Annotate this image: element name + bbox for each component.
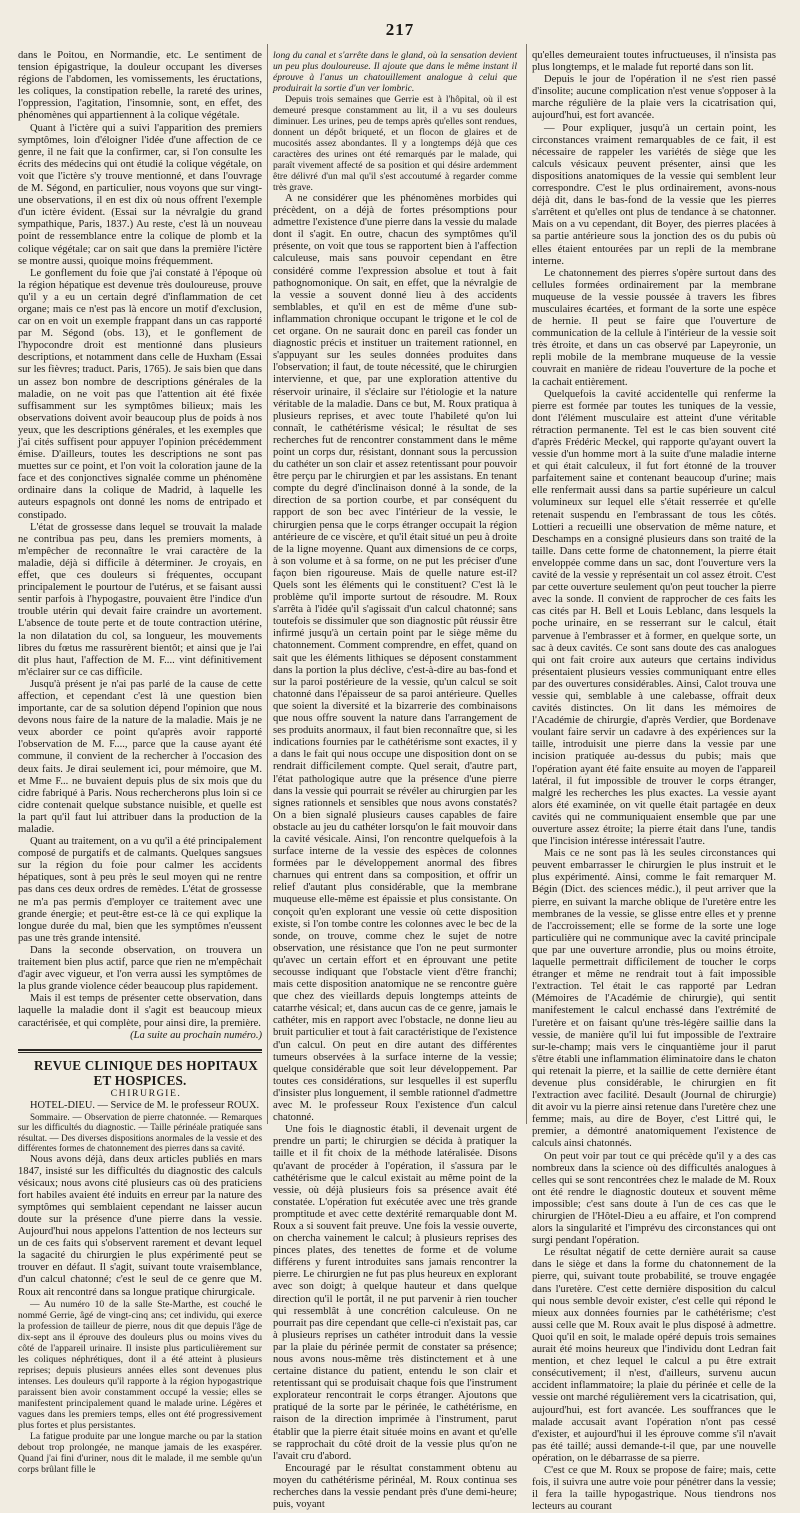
paragraph: dans le Poitou, en Normandie, etc. Le sentiment de tension épigastrique, la douleur occupant les diverses régions de l'abdomen, les vomissements, les éructations, les coliques, la constipation rebelle, la rareté des urines, l'oppression, l'agitation, l'insomnie, sont, en effet, des phénomènes qui appartiennent à la colique végétale. [18,50,262,122]
column-divider [526,44,527,1124]
paragraph: C'est ce que M. Roux se propose de faire; mais, cette fois, il suivra une autre voie pour pénétrer dans la vessie; il fera la taille hypogastrique. Nous tiendrons nos lecteurs au courant [532,1464,776,1513]
paragraph: Le chatonnement des pierres s'opère surtout dans des cellules formées ordinairement par la membrane muqueuse de la vessie poussée à travers les fibres musculaires écartées, et formant de la sorte une espèce de hernie. Il peut se faire que l'ouverture de communication de la cellule à l'intérieur de la vessie soit très étroite, et dans un cas observé par Lapeyronie, un repli mobile de la membrane muqueuse de la vessie couvrait en manière de rideau l'ouverture de la poche et la cachait entièrement. [532,267,776,388]
article-summary: Sommaire. — Observation de pierre chatonnée. — Remarques sur les difficultés du diagnostic. — Taille périnéale pratiquée sans résultat. — Des diverses dispositions anormales de la vessie et des différentes formes de chatonnement des pierres dans sa cavité. [18,1111,262,1154]
column-2 [273,50,517,1511]
paragraph: Le résultat négatif de cette dernière aurait sa cause dans le siège et dans la forme du chatonnement de la pierre, qui, suivant toute probabilité, se trouve engagée dans l'uretère. C'est cette dernière disposition du calcul qui nous semble devoir exister, c'est celle qui répond le mieux aux données fournies par le cathétérisme; c'est aussi celle que M. Roux avait le plus disposé à admettre. Quoi qu'il en soit, le malade opéré depuis trois semaines aurait été moins heureux que l'individu dont Ledran fait mention, et chez lequel le calcul a pu être extrait consécutivement; il n'est, d'ailleurs, survenu aucun accident inflammatoire; la plaie du périnée et celle de la vessie ont marché régulièrement vers la cicatrisation, qui, aujourd'hui, est fort avancée. Les souffrances que le malade accusait avant l'opération n'ont pas cessé d'exister, et aujourd'hui il les éprouve comme s'il n'avait pas été taillé; aussi demande-t-il que, par une nouvelle opération, on le débarrasse de sa pierre. [532,1247,776,1464]
paragraph: Depuis trois semaines que Gerrie est à l'hôpital, où il est demeuré presque constamment au lit, il a vu ses douleurs diminuer. Les urines, peu de temps après qu'elles sont rendues, donnent un dépôt briqueté, et un flocon de glaires et de mucosités assez abondantes. Il y a longtemps déjà que ces caractères des urines ont été remarqués par le malade, qui paraît vivement affecté de sa position et qui désire ardemment être délivré d'un mal qu'il s'est accoutumé à regarder comme très grave. [273,94,517,193]
paragraph: Dans la seconde observation, on trouvera un traitement bien plus actif, parce que rien ne m'empêchait d'agir avec vigueur, et l'on verra aussi les symptômes de la plus grande violence céder beaucoup plus rapidement. [18,944,262,993]
paragraph: Jusqu'à présent je n'ai pas parlé de la cause de cette affection, et cependant c'est là une question bien importante, car de sa solution dépend l'opinion que nous devons nous faire de la nature de la maladie. Mais je ne veux aborder ce point qu'après avoir rapporté l'observation de M. F...., parce que la cause ayant été commune, il convient de la rechercher à l'occasion des deux faits. Je dirai seulement ici, pour mémoire, que M. et Mme F... ne buvaient depuis plus de six mois que du cidre fabriqué à Paris. Nous rechercherons plus loin si ce cidre contenait quelque substance nuisible, et quelle est la part qu'il faut lui attribuer dans la production de la maladie. [18,678,262,835]
service-heading: HOTEL-DIEU. — Service de M. le professeur ROUX. [30,1099,260,1111]
paragraph: qu'elles demeuraient toutes infructueuses, il n'insista pas plus longtemps, et le malade fut reporté dans son lit. [532,50,776,74]
column-3 [532,50,776,1513]
paragraph: Quelquefois la cavité accidentelle qui renferme la pierre est formée par toutes les tuniques de la vessie, dont l'élément musculaire est atteint d'une véritable rétraction permanente. Tel est le cas bien souvent cité d'après Frédéric Meckel, qui rapporte qu'ayant ouvert la vessie d'un homme mort à la suite d'une maladie interne et qui était calculeux, il fut fort étonné de la trouver parfaitement saine et contenant beaucoup d'urine; mais elle renfermait aussi dans sa partie supérieure un calcul volumineux sur lequel elle s'était resserrée et qu'elle retenait suspendu en l'embrassant de tous les côtés. Lottieri a recueilli une observation de même nature, et Deschamps en a consigné plusieurs dans son traité de la taille. Dans cette forme de chatonnement, la pierre était enveloppée comme dans un sac, dont l'ouverture vers la cavité de la vessie y représentait un col assez étroit. C'est par cette ouverture seulement qu'on peut toucher la pierre avec la sonde. Il convient de rapprocher de ces faits les cas cités par H. Bell et Louis Leblanc, dans lesquels la poche urinaire, en se resserrant sur le calcul, était parvenue à l'embrasser et à former, en quelque sorte, un sac à deux cavités. Ce sont sans doute des cas analogues qui ont fait croire aux auteurs que certains individus présentaient plusieurs vessies communiquant entre elles par des ouvertures considérables. Ainsi, Calot trouva une vessie qui, semblable à une calebasse, offrait deux cavités distinctes. On lit dans les mémoires de l'Académie de chirurgie, d'après Verdier, que Bordenave voulant faire servir un cadavre à des expériences sur la taille, introduisit une pierre dans la vessie par une incision pratiquée au-dessus du pubis; mais que l'opération ayant été faite ensuite au moyen de l'appareil latéral, il fut impossible de trouver le corps étranger, malgré les recherches les plus exactes. La vessie ayant alors été examinée, on vit quelle était partagée en deux cavités qui ne communiquaient ensemble que par une ouverture assez étroite; la pierre était dans l'une, tandis que l'incision intéresse intéressait l'autre. [532,388,776,848]
paragraph: Quant au traitement, on a vu qu'il a été principalement composé de purgatifs et de calmants. Quelques sangsues sur la région du foie pour calmer les accidents hépatiques, sont à peu près le seul moyen qui ne rentre pas dans ces deux ordres de remèdes. L'état de grossesse ne m'a pas permis d'employer ce traitement avec une grande énergie; et peut-être est-ce là ce qui explique la longue durée du mal, bien que les symptômes n'eussent pas une très grande intensité. [18,836,262,944]
column-divider [267,44,268,1124]
paragraph: Nous avons déjà, dans deux articles publiés en mars 1847, insisté sur les difficultés du diagnostic des calculs vésicaux; nous avons cité plusieurs cas où des praticiens fort habiles avaient été induits en erreur par la nature des symptômes qui semblaient cependant ne laisser aucun doute sur la présence d'une pierre dans la vessie. Aujourd'hui nous appelons l'attention de nos lecteurs sur un de ces faits qui s'observent rarement et devant lequel la sagacité du chirurgien le plus expérimenté peut se trouver en défaut. Il s'agit, suivant toute vraisemblance, d'un calcul chatonné; c'est le seul de ce genre que M. Roux ait rencontré dans sa longue pratique chirurgicale. [18,1153,262,1298]
paragraph: Mais il est temps de présenter cette observation, dans laquelle la maladie dont il s'agit est beaucoup mieux caractérisée, et qui complète, pour ainsi dire, la première. [18,993,262,1029]
section-title: REVUE CLINIQUE DES HOPITAUX ET HOSPICES. [34,1057,258,1088]
paragraph: L'état de grossesse dans lequel se trouvait la malade ne contribua pas peu, dans les premiers moments, à m'empêcher de reconnaître le vrai caractère de la maladie, déjà si difficile à déterminer. Je croyais, en effet, que ces douleurs si fréquentes, occupant principalement le pourtour de l'utérus, et se faisant aussi sentir parfois à l'hypogastre, pouvaient être l'indice d'un trouble utérin qui devait faire craindre un avortement. L'absence de toute perte et de toute contraction utérine, la non dilatation du col, sa longueur, les mouvements libres du fœtus me rassurèrent bientôt; et ainsi que je l'ai dit plus haut, l'affection de M. F.... vint définitivement m'éclairer sur ce cas difficile. [18,521,262,678]
paragraph: Mais ce ne sont pas là les seules circonstances qui peuvent embarrasser le chirurgien le plus instruit et le plus expérimenté. Ainsi, comme le fait remarquer M. Bégin (Dict. des sciences médic.), il peut arriver que la pierre, en suivant la marche oblique de l'uretère entre les membranes de la vessie, se glisse entre elles et y prenne de l'accroissement; elle se forme de la sorte une loge particulière qui ne communique avec la cavité principale que par une ouverture arrondie, plus ou moins étroite, laquelle permettrait difficilement de toucher le corps étranger et même ne rendrait tout à fait impossible l'extraction. Tel était le cas rapporté par Ledran (Mémoires de l'Académie de chirurgie), qui sentit manifestement le calcul enchassé dans l'extrémité de l'uretère et on faisant qu'une très-légère saillie dans la vessie, de manière qu'il lui fut impossible de l'extraire sur-le-champ; mais vers le cinquantième jour il parut s'être établi une inflammation éliminatoire dans le chaton qui retenait la pierre, et la saillie de cette dernière étant devenue plus considérable, le chirurgien en fit l'extraction avec facilité. Desault (Journal de chirurgie) dit avoir vu la pierre ainsi retenue dans l'uretère chez une femme; mais, au dire de Boyer, c'est Littré qui, le premier, a démontré anatomiquement l'existence de calculs ainsi chatonnés. [532,848,776,1150]
paragraph: Une fois le diagnostic établi, il devenait urgent de prendre un parti; le chirurgien se décida à pratiquer la taille et il fit choix de la méthode latéralisée. Disons qu'avant de procéder à l'opération, il s'assura par le cathétérisme que le calcul existait au même point de la vessie, où déjà plusieurs fois sa présence avait été constatée. L'opération fut exécutée avec une très grande promptitude et avec cette dextérité remarquable dont M. Roux a si souvent fait preuve. Une fois la vessie ouverte, on chercha vainement le calcul; à plusieurs reprises des pinces plates, des tenettes de forme et de volume différens y furent introduites sans jamais rencontrer la pierre. Le chirurgien ne fut pas plus heureux en explorant avec son doigt; à quelque hauteur et dans quelque direction qu'il le portât, il ne put parvenir à rien toucher qui ressemblât à une concrétion calculeuse. On ne pourrait pas dire cependant que celle-ci n'existait pas, car à plusieurs reprises un cathéter introduit dans la vessie par la plaie du périnée permit de constater sa présence; nous avons nous-même très distinctement et à une certaine distance du patient, entendu le son clair et retentissant qui se produisait chaque fois que l'instrument explorateur rencontrait le corps étranger. Ajoutons que pratiqué de la sorte par le périnée, le cathétérisme, en raison de la direction imprimée à l'instrument, parut établir que la pierre était située moins en avant et qu'elle se rapprochait du côté droit de la vessie plus qu'on ne l'avait cru d'abord. [273,1124,517,1462]
column-1 [18,50,262,1475]
paragraph: A ne considérer que les phénomènes morbides qui précèdent, on a déjà de fortes présomptions pour admettre l'existence d'une pierre dans la vessie du malade dont il s'agit. En outre, chacun des symptômes qu'il présente, on voit que tous se rapportent bien à l'affection calculeuse, mais sans pouvoir cependant en être considéré comme l'expression absolue et tout à fait pathognomonique. On sait, en effet, que la névralgie de la vessie a souvent donné lieu à des accidents semblables, et qu'il en est de même d'une sub-inflammation chronique occupant le trigone et le col de cet organe. On ne saurait donc en pareil cas fonder un diagnostic précis et instituer un traitement rationnel, en s'appuyant sur les seules données produites dans l'observation; il faut, de toute nécessité, que le chirurgien intervienne, et que, par une exploration attentive du réservoir urinaire, il s'éclaire sur l'étiologie et la nature véritable de la maladie. Dans ce but, M. Roux pratiqua à plusieurs reprises, et avec toute l'habileté qu'on lui connaît, le cathétérisme vésical; le résultat de ses recherches fut de rencontrer constamment dans le même point un corps dur, résistant, donnant sous la percussion du cathéter un son clair et assez retentissant pour pouvoir être perçu par le chirurgien et par les assistans. En tenant compte du degré d'inclinaison donné à la sonde, de la direction de sa portion courbe, et par conséquent du rapport de son bec avec l'intérieur de la vessie, le chirurgien pensa que le corps étranger occupait la région antérieure de ce viscère, et qu'il était situé un peu à droite de la ligne moyenne. Quant aux dimensions de ce corps, à son volume et à sa forme, on ne put les préciser d'une façon bien rigoureuse. Mais de quelle nature est-il? Quels sont les éléments qui le constituent? C'est là le problème qu'il importe surtout de résoudre. M. Roux s'arrêta à l'idée qu'il s'agissait d'un calcul chatonné; sans toutefois se dissimuler que son diagnostic pût réussir être infirmé jusqu'à un certain point par le siège même du chatonnement. Comment comprendre, en effet, quand on sait que les éléments lithiques se déposent constamment dans la portion la plus déclive, c'est-à-dire au bas-fond et sur la paroi postérieure de la vessie, qu'un calcul se soit chatonné dans l'épaisseur de sa paroi antérieure. Quelles que soient la diversité et la bizarrerie des combinaisons que nous offre souvent la nature dans l'arrangement de ses produits anormaux, il faut bien reconnaître que, si les indications fournies par le cathétérisme sont exactes, il y a dans le fait qui nous occupe une disposition dont on se rendrait difficilement compte. Quel serait, d'autre part, l'état pathologique autre que la présence d'une pierre dans la vessie qui pourrait se révéler au chirurgien par les signes rationnels et sensibles que nous avons constatés? On a bien signalé plusieurs causes capables de faire obstacle au jeu du cathéter lorsqu'on le fait mouvoir dans la cavité vésicale. Ainsi, l'on rencontre quelquefois à la surface interne de la vessie des espèces de colonnes formées par le développement anormal des fibres charnues qui entrent dans sa composition, et offrir un relief d'autant plus considérable, que la membrane muqueuse elle-même est épaissie et plus consistante. On conçoit qu'en explorant une vessie où cette disposition existe, si l'on tombe contre les colonnes avec le bec de la sonde, on trouve, comme chez le sujet de notre observation, une résistance que l'on ne peut surmonter qu'avec un certain effort et en éprouvant une petite secousse indiquant que l'obstacle vient d'être franchi; mais cette disposition anatomique ne se rencontre guère que chez des vieillards depuis longtemps atteints de catarrhe vésical; et, dans aucun cas de ce genre, jamais le cathéter, mis en rapport avec l'obstacle, ne donne lieu au bruit particulier et tout à fait caractéristique de l'existence d'un calcul. On peut en dire autant des différentes tumeurs observées à la surface interne de la vessie; quelque considérable que soit leur développement. Par toutes ces considérations, sur lesquelles il est superflu d'insister plus longuement, il semble rationnel d'admettre avec M. le professeur Roux l'existence d'un calcul chatonné. [273,193,517,1124]
paragraph: long du canal et s'arrête dans le gland, où la sensation devient un peu plus douloureuse. Il ajoute que dans le même instant il éprouve à l'anus un chatouillement analogue à celui que produirait la sortie d'un ver lombric. [273,50,517,94]
paragraph: Le gonflement du foie que j'ai constaté à l'époque où la région hépatique est devenue très douloureuse, prouve qu'il y a eu un certain degré d'inflammation de cet organe; mais ce n'est pas là encore un motif d'exclusion, car on en voit un exemple frappant dans un cas rapporté par M. Ségond (obs. 13), et le gonflement de l'hypocondre droit est mentionné dans plusieurs descriptions, et notamment dans celle de Huxham (Essai sur les fièvres; traduct. Paris, 1765). Je sais bien que dans un assez bon nombre de descriptions générales de la maladie, on ne voit pas que l'attention ait été fixée suffisamment sur les symptômes bilieux; mais les observations doivent avoir beaucoup plus de poids à nos yeux, que les descriptions générales, et les exemples que j'ai cités suffisent pour appuyer l'opinion précédemment émise. D'ailleurs, toutes les descriptions ne sont pas muettes sur ce point, et l'on voit la coloration jaune de la face et des conjonctives signalée comme un phénomène ordinaire dans la colique de Madrid, à laquelle les auteurs espagnols ont donné les noms de entripado et constipado. [18,267,262,521]
paragraph: — Au numéro 10 de la salle Ste-Marthe, est couché le nommé Gerrie, âgé de vingt-cinq ans; cet individu, qui exerce la profession de tailleur de pierre, nous dit que depuis l'âge de dix-sept ans il éprouve des douleurs plus ou moins vives du côté de l'appareil urinaire. Il insiste plus particulièrement sur les coliques néphrétiques, dont il a été atteint à plusieurs reprises; depuis plusieurs années elles sont devenues plus intenses. Les douleurs qu'il rapporte à la région hypogastrique paraissent bien avoir constamment occupé la vessie; elles se manifestent principalement quand le malade urine. Légères et vagues dans les premiers temps, elles ont été progressivement plus fortes et plus persistantes. [18,1298,262,1431]
page-number: 217 [385,20,415,39]
section-rule [18,1049,262,1053]
paragraph: Depuis le jour de l'opération il ne s'est rien passé d'insolite; aucune complication n'est venue s'opposer à la marche régulière de la plaie vers la cicatrisation qui, aujourd'hui, est fort avancée. [532,74,776,122]
paragraph: Quant à l'ictère qui a suivi l'apparition des premiers symptômes, loin d'éloigner l'idée d'une affection de ce genre, il ne fait que la confirmer, car, si l'on consulte les écrits des médecins qui ont étudié la colique végétale, on voit que l'ictère s'y trouve mentionné, et dans l'ouvrage de M. Ségond, en particulier, nous voyons que sur vingt-une observations, il en est dix où nous offrent l'exemple d'un ictère évident. (Essai sur la névralgie du grand sympathique, Paris, 1837.) Au reste, c'est là un nouveau point de ressemblance entre la colique de plomb et la colique végétale; car on sait que dans la première l'ictère se montre aussi, quoique moins fréquemment. [18,122,262,267]
paragraph: La fatigue produite par une longue marche ou par la station debout trop prolongée, ne manque jamais de les exaspérer. Quand j'ai fini d'uriner, nous dit le malade, il me semble qu'un corps brûlant fille le [18,1430,262,1475]
section-subtitle: CHIRURGIE. [110,1087,182,1099]
paragraph: Encouragé par le résultat constamment obtenu au moyen du cathétérisme périnéal, M. Roux continua ses recherches dans la vessie pendant près d'une demi-heure; puis, voyant [273,1462,517,1511]
paragraph: — Pour expliquer, jusqu'à un certain point, les circonstances vraiment remarquables de ce fait, il est nécessaire de rappeler les variétés de siège que les calculs vésicaux peuvent présenter, ainsi que les dispositions anatomiques de la vessie qui semblent leur correspondre. C'est le plus ordinairement, avons-nous déjà dit, dans le bas-fond de la vessie que les pierres s'arrêtent et qu'elles ont plus de tendance à se chatonner. Mais on a vu cependant, dit Boyer, des pierres placées à sa partie antérieure sous la jonction des os du pubis où elles étaient entourées par un repli de la membrane interne. [532,122,776,267]
continued-note: (La suite au prochain numéro.) [130,1029,262,1041]
paragraph: On peut voir par tout ce qui précède qu'il y a des cas nombreux dans la science où des difficultés analogues à celles qui se sont rencontrées chez le malade de M. Roux ont été rendre le diagnostic douteux et souvent même impossible; c'est sans doute à l'un de ces cas que le chirurgien de l'Hôtel-Dieu a eu affaire, et l'on comprend alors la singularité et l'imprévu des circonstances qui ont surgi pendant l'opération. [532,1150,776,1247]
